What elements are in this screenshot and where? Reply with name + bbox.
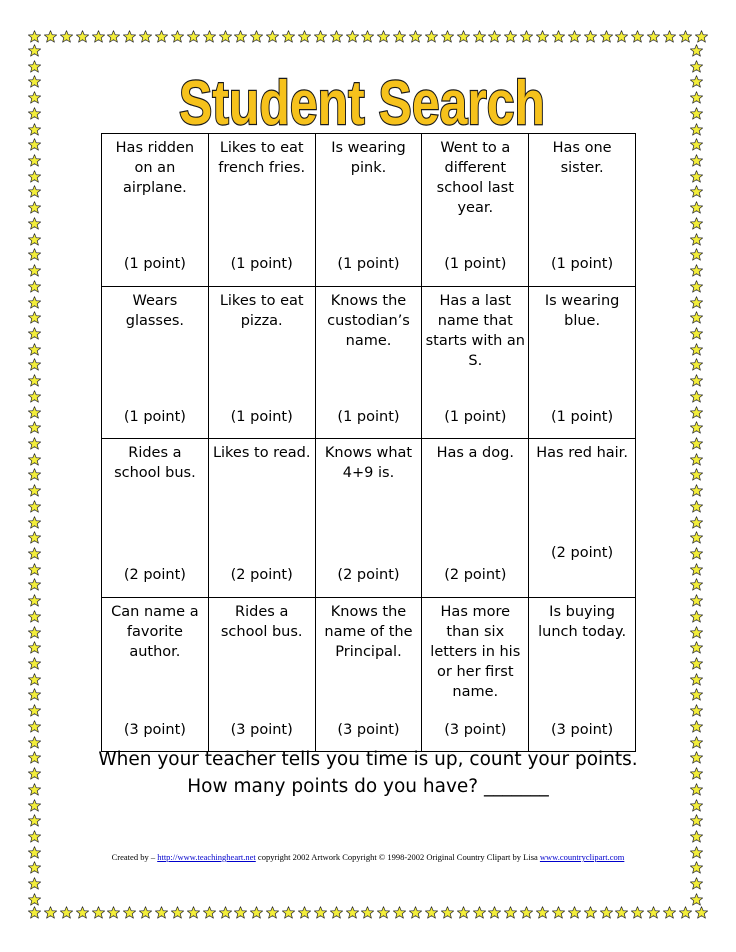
cell-points: (1 point): [230, 256, 293, 272]
cell-points: (2 point): [444, 567, 507, 583]
star-icon: [361, 30, 374, 43]
star-icon: [266, 906, 279, 919]
star-icon: [282, 906, 295, 919]
star-icon: [139, 30, 152, 43]
star-icon: [234, 30, 247, 43]
star-icon: [346, 30, 359, 43]
star-icon: [28, 421, 41, 434]
star-icon: [690, 233, 703, 246]
cell-points: (3 point): [337, 722, 400, 738]
star-icon: [298, 906, 311, 919]
grid-cell: [315, 134, 422, 287]
star-icon: [679, 30, 692, 43]
star-icon: [330, 906, 343, 919]
star-icon: [690, 516, 703, 529]
instruction-line-1: When your teacher tells you time is up, count your points.: [98, 749, 638, 770]
page-title: [0, 58, 736, 136]
star-icon: [690, 861, 703, 874]
star-icon: [552, 906, 565, 919]
star-icon: [504, 30, 517, 43]
star-icon: [631, 30, 644, 43]
star-icon: [690, 547, 703, 560]
star-icon: [28, 406, 41, 419]
star-icon: [695, 906, 708, 919]
star-icon: [690, 484, 703, 497]
star-icon: [28, 296, 41, 309]
star-icon: [488, 30, 501, 43]
grid-cell: [208, 287, 315, 439]
grid-cell: [529, 598, 636, 752]
star-icon: [690, 736, 703, 749]
cell-text: Can name a favorite author.: [111, 604, 199, 660]
star-icon: [330, 30, 343, 43]
grid-cell: [422, 439, 529, 598]
star-icon: [473, 30, 486, 43]
star-icon: [28, 390, 41, 403]
star-icon: [28, 170, 41, 183]
star-icon: [690, 343, 703, 356]
cell-points: (3 point): [551, 722, 614, 738]
star-icon: [393, 906, 406, 919]
star-icon: [28, 516, 41, 529]
cell-points: (2 point): [123, 567, 186, 583]
grid-cell: [529, 287, 636, 439]
star-icon: [28, 861, 41, 874]
star-icon: [28, 736, 41, 749]
credit-prefix: Created by –: [111, 852, 158, 862]
star-icon: [28, 311, 41, 324]
star-icon: [28, 877, 41, 890]
star-icon: [92, 906, 105, 919]
star-icon: [123, 30, 136, 43]
grid-row: [102, 598, 636, 752]
star-icon: [690, 358, 703, 371]
star-icon: [425, 906, 438, 919]
star-icon: [28, 578, 41, 591]
cell-points: (1 point): [123, 256, 186, 272]
cell-points: (1 point): [123, 409, 186, 425]
star-icon: [690, 406, 703, 419]
star-icon: [690, 610, 703, 623]
star-icon: [690, 594, 703, 607]
star-icon: [28, 814, 41, 827]
star-icon: [536, 906, 549, 919]
cell-text: Has one sister.: [552, 140, 612, 176]
grid-cell: [102, 598, 209, 752]
star-icon: [488, 906, 501, 919]
cell-text: Has red hair.: [536, 445, 628, 461]
star-icon: [568, 30, 581, 43]
cell-points: (2 point): [230, 567, 293, 583]
star-icon: [60, 906, 73, 919]
star-icon: [28, 594, 41, 607]
credit-middle: copyright 2002 Artwork Copyright © 1998-2002 Original Country Clipart by Lisa: [255, 852, 540, 862]
star-icon: [44, 30, 57, 43]
star-icon: [28, 531, 41, 544]
star-icon: [28, 437, 41, 450]
cell-text: Has more than six letters in his or her first name.: [430, 604, 521, 700]
star-icon: [187, 906, 200, 919]
star-icon: [76, 30, 89, 43]
star-icon: [647, 30, 660, 43]
star-icon: [690, 453, 703, 466]
star-icon: [409, 30, 422, 43]
star-icon: [282, 30, 295, 43]
star-icon: [28, 610, 41, 623]
star-icon: [28, 248, 41, 261]
cell-points: (3 point): [123, 722, 186, 738]
cell-points: (3 point): [230, 722, 293, 738]
star-icon: [690, 437, 703, 450]
grid-cell: [422, 134, 529, 287]
star-icon: [690, 327, 703, 340]
star-icon: [690, 374, 703, 387]
star-border-top: [28, 30, 708, 48]
star-icon: [28, 154, 41, 167]
cell-points: (1 point): [230, 409, 293, 425]
cell-text: Likes to read.: [212, 445, 311, 461]
star-icon: [536, 30, 549, 43]
star-icon: [615, 30, 628, 43]
instruction-line-2: How many points do you have? _______: [187, 776, 549, 797]
star-icon: [107, 906, 120, 919]
star-icon: [690, 814, 703, 827]
star-icon: [690, 390, 703, 403]
star-icon: [28, 185, 41, 198]
title-text: Student Search: [179, 69, 545, 136]
grid-cell: [422, 287, 529, 439]
star-icon: [690, 280, 703, 293]
star-icon: [393, 30, 406, 43]
star-icon: [690, 154, 703, 167]
star-icon: [28, 704, 41, 717]
star-icon: [457, 30, 470, 43]
star-icon: [28, 358, 41, 371]
star-icon: [425, 30, 438, 43]
grid-row: [102, 287, 636, 439]
star-icon: [28, 138, 41, 151]
star-icon: [28, 799, 41, 812]
star-icon: [584, 906, 597, 919]
cell-text: Rides a school bus.: [114, 445, 196, 481]
star-icon: [171, 906, 184, 919]
star-icon: [690, 578, 703, 591]
star-icon: [28, 453, 41, 466]
star-icon: [314, 906, 327, 919]
star-icon: [377, 906, 390, 919]
cell-text: Has a last name that starts with an S.: [425, 293, 525, 369]
star-icon: [690, 657, 703, 670]
grid-cell: [102, 134, 209, 287]
star-icon: [690, 421, 703, 434]
star-icon: [250, 30, 263, 43]
star-icon: [568, 906, 581, 919]
star-icon: [28, 657, 41, 670]
cell-points: (1 point): [337, 409, 400, 425]
star-icon: [28, 641, 41, 654]
star-icon: [520, 30, 533, 43]
star-icon: [219, 906, 232, 919]
star-icon: [690, 500, 703, 513]
star-icon: [600, 906, 613, 919]
cell-text: Likes to eat pizza.: [219, 293, 304, 329]
cell-points: (1 point): [551, 256, 614, 272]
grid-cell: [315, 598, 422, 752]
star-icon: [690, 673, 703, 686]
star-icon: [28, 264, 41, 277]
cell-text: Is buying lunch today.: [538, 604, 627, 640]
cell-points: (2 point): [337, 567, 400, 583]
countryclipart-link[interactable]: www.countryclipart.com: [539, 852, 625, 862]
grid-cell: [208, 598, 315, 752]
star-icon: [361, 906, 374, 919]
cell-text: Is wearing pink.: [331, 140, 406, 176]
star-icon: [690, 704, 703, 717]
star-icon: [679, 906, 692, 919]
bingo-grid: [101, 133, 636, 752]
star-border-bottom: [28, 906, 708, 924]
star-icon: [663, 30, 676, 43]
star-icon: [28, 500, 41, 513]
star-icon: [457, 906, 470, 919]
grid-cell: [102, 439, 209, 598]
star-icon: [690, 217, 703, 230]
star-icon: [28, 327, 41, 340]
star-icon: [504, 906, 517, 919]
cell-text: Went to a different school last year.: [436, 140, 514, 216]
grid-cell: [315, 287, 422, 439]
grid-cell: [529, 134, 636, 287]
cell-text: Is wearing blue.: [544, 293, 620, 329]
star-icon: [690, 170, 703, 183]
star-icon: [690, 877, 703, 890]
star-icon: [28, 484, 41, 497]
star-icon: [28, 374, 41, 387]
star-icon: [28, 217, 41, 230]
star-icon: [28, 720, 41, 733]
star-icon: [690, 468, 703, 481]
star-icon: [647, 906, 660, 919]
grid-row: [102, 439, 636, 598]
cell-text: Knows the custodian’s name.: [327, 293, 410, 349]
star-icon: [690, 44, 703, 57]
star-icon: [377, 30, 390, 43]
star-icon: [690, 720, 703, 733]
cell-text: Has a dog.: [436, 445, 514, 461]
star-icon: [473, 906, 486, 919]
cell-points: (1 point): [444, 256, 507, 272]
star-icon: [690, 201, 703, 214]
star-icon: [298, 30, 311, 43]
star-icon: [28, 201, 41, 214]
star-icon: [690, 264, 703, 277]
star-icon: [690, 563, 703, 576]
star-icon: [171, 30, 184, 43]
star-icon: [690, 311, 703, 324]
cell-text: Likes to eat french fries.: [218, 140, 306, 176]
star-icon: [690, 641, 703, 654]
star-icon: [28, 688, 41, 701]
star-icon: [250, 906, 263, 919]
star-icon: [520, 906, 533, 919]
star-icon: [266, 30, 279, 43]
star-icon: [690, 185, 703, 198]
star-icon: [76, 906, 89, 919]
credit-line: [0, 852, 736, 862]
star-icon: [123, 906, 136, 919]
grid-cell: [208, 439, 315, 598]
cell-points: (1 point): [444, 409, 507, 425]
star-icon: [552, 30, 565, 43]
star-icon: [690, 296, 703, 309]
star-icon: [44, 906, 57, 919]
star-icon: [695, 30, 708, 43]
star-icon: [600, 30, 613, 43]
grid-cell: [102, 287, 209, 439]
star-icon: [690, 626, 703, 639]
grid-cell: [208, 134, 315, 287]
star-icon: [28, 547, 41, 560]
star-icon: [28, 30, 41, 43]
grid-row: [102, 134, 636, 287]
star-icon: [92, 30, 105, 43]
star-icon: [663, 906, 676, 919]
star-icon: [28, 468, 41, 481]
teachingheart-link[interactable]: http://www.teachingheart.net: [157, 852, 256, 862]
star-icon: [690, 893, 703, 906]
star-icon: [28, 673, 41, 686]
star-icon: [690, 830, 703, 843]
star-icon: [234, 906, 247, 919]
star-icon: [28, 563, 41, 576]
star-icon: [690, 688, 703, 701]
cell-text: Knows what 4+9 is.: [324, 445, 413, 481]
star-icon: [28, 44, 41, 57]
star-icon: [28, 830, 41, 843]
cell-points: (1 point): [551, 409, 614, 425]
grid-cell: [422, 598, 529, 752]
star-icon: [107, 30, 120, 43]
cell-text: Rides a school bus.: [220, 604, 303, 640]
cell-points: (2 point): [551, 545, 614, 561]
star-icon: [615, 906, 628, 919]
star-icon: [28, 343, 41, 356]
cell-text: Has ridden on an airplane.: [115, 140, 195, 196]
star-icon: [28, 280, 41, 293]
star-icon: [584, 30, 597, 43]
star-icon: [346, 906, 359, 919]
star-icon: [690, 138, 703, 151]
grid-cell: [529, 439, 636, 598]
grid-cell: [315, 439, 422, 598]
star-icon: [690, 531, 703, 544]
star-icon: [441, 30, 454, 43]
star-icon: [187, 30, 200, 43]
star-icon: [28, 233, 41, 246]
star-icon: [631, 906, 644, 919]
star-icon: [409, 906, 422, 919]
star-icon: [28, 906, 41, 919]
star-icon: [441, 906, 454, 919]
star-icon: [60, 30, 73, 43]
cell-points: (1 point): [337, 256, 400, 272]
star-icon: [155, 906, 168, 919]
star-icon: [690, 799, 703, 812]
star-icon: [155, 30, 168, 43]
star-icon: [203, 30, 216, 43]
star-icon: [203, 906, 216, 919]
star-icon: [28, 893, 41, 906]
cell-text: Knows the name of the Principal.: [324, 604, 413, 660]
cell-points: (3 point): [444, 722, 507, 738]
star-icon: [219, 30, 232, 43]
star-icon: [690, 248, 703, 261]
star-icon: [314, 30, 327, 43]
star-icon: [28, 626, 41, 639]
star-icon: [139, 906, 152, 919]
cell-text: Wears glasses.: [125, 293, 185, 329]
